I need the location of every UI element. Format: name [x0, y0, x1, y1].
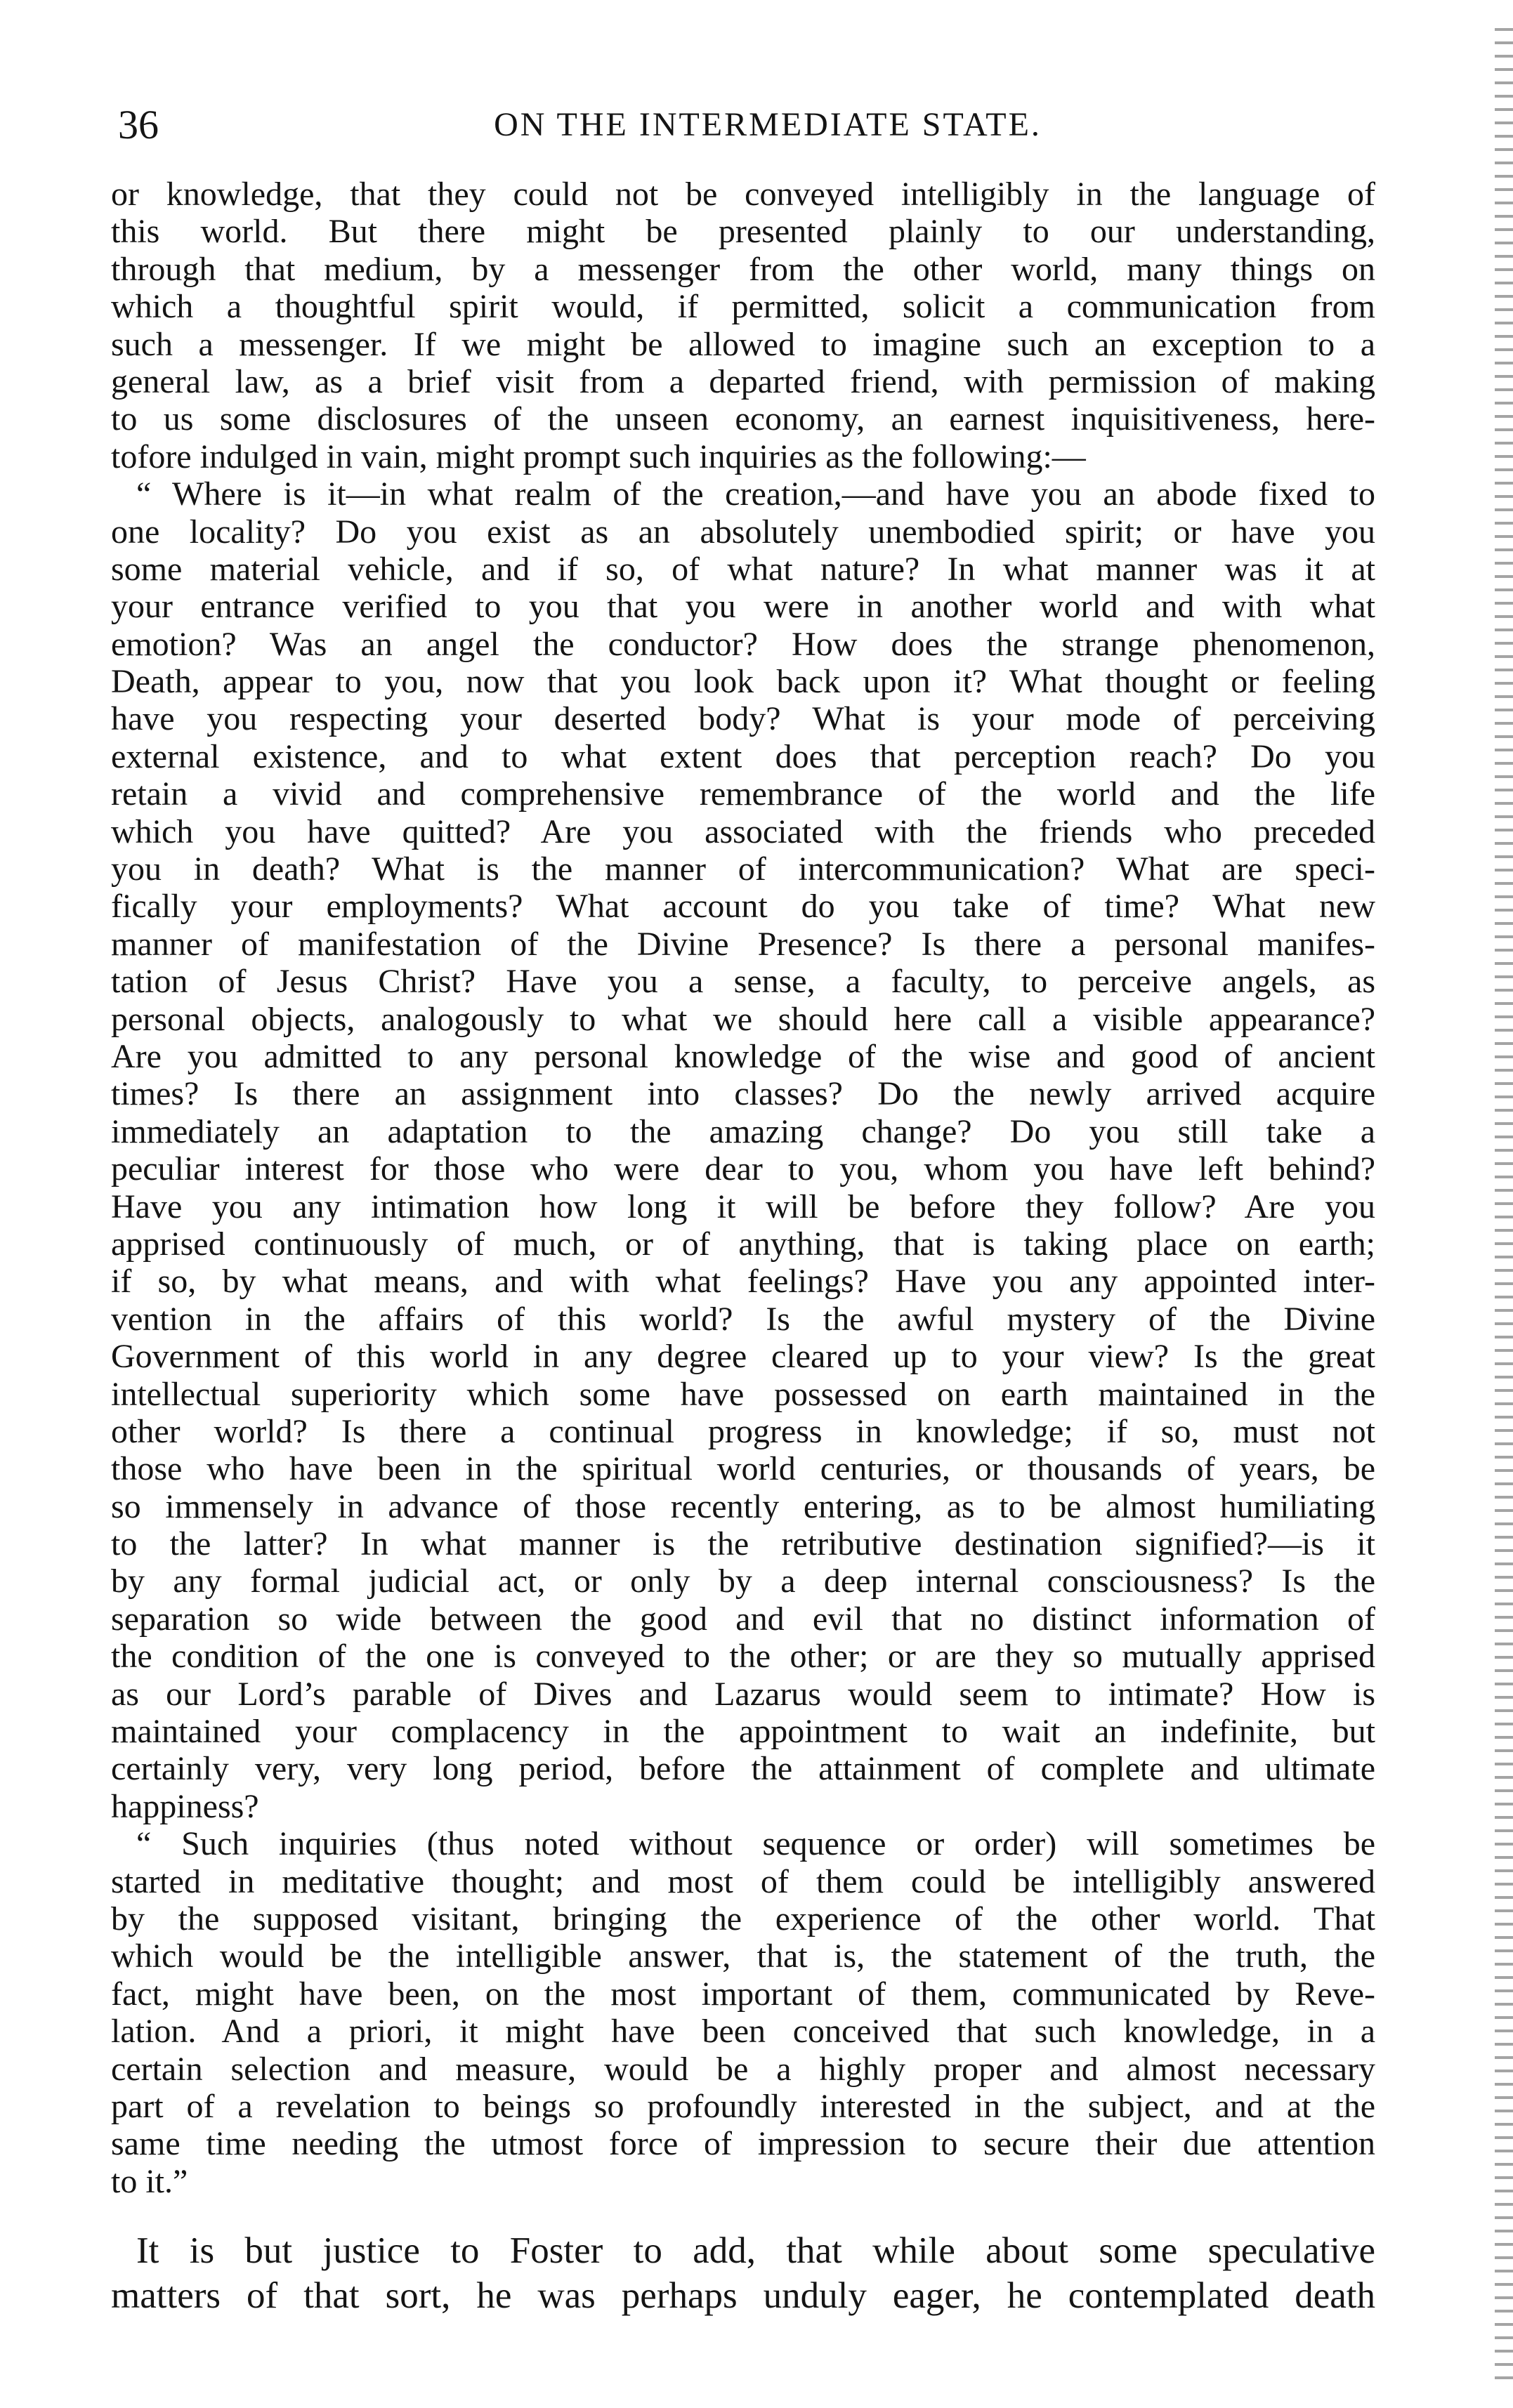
text-line: to the latter? In what manner is the retributive destination signified?—is it: [111, 1525, 1375, 1563]
text-line: to us some disclosures of the unseen economy, an earnest inquisitiveness, here-: [111, 400, 1375, 438]
text-line: through that medium, by a messenger from the other world, many things on: [111, 250, 1375, 288]
text-line: It is but justice to Foster to add, that while about some speculative: [136, 2230, 1375, 2272]
text-line: or knowledge, that they could not be conveyed intelligibly in the language of: [111, 176, 1375, 213]
text-line: separation so wide between the good and evil that no distinct information of: [111, 1600, 1375, 1638]
text-line: times? Is there an assignment into classes? Do the newly arrived acquire: [111, 1075, 1375, 1113]
text-line: fically your employments? What account do you take of time? What new: [111, 888, 1375, 926]
text-line: matters of that sort, he was perhaps unduly eager, he contemplated death: [111, 2275, 1375, 2317]
text-line: the condition of the one is conveyed to the other; or are they so mutually apprised: [111, 1638, 1375, 1676]
text-line: certainly very, very long period, before the attainment of complete and ultimate: [111, 1750, 1375, 1788]
text-line: Have you any intimation how long it will be before they follow? Are you: [111, 1187, 1375, 1225]
text-line: tofore indulged in vain, might prompt such inquiries as the following:—: [111, 437, 1086, 475]
text-line: peculiar interest for those who were dear to you, whom you have left behind?: [111, 1150, 1375, 1188]
text-line: same time needing the utmost force of impression to secure their due attention: [111, 2125, 1375, 2163]
text-line: Government of this world in any degree cleared up to your view? Is the great: [111, 1338, 1375, 1376]
text-line: maintained your complacency in the appointment to wait an indefinite, but: [111, 1713, 1375, 1751]
text-line: part of a revelation to beings so profoundly interested in the subject, and at the: [111, 2087, 1375, 2125]
text-line: vention in the affairs of this world? Is the awful mystery of the Divine: [111, 1300, 1375, 1338]
running-head: ON THE INTERMEDIATE STATE.: [494, 106, 1042, 143]
text-line: external existence, and to what extent does that perception reach? Do you: [111, 737, 1375, 775]
page-body: [111, 176, 1375, 2318]
text-line: which would be the intelligible answer, that is, the statement of the truth, the: [111, 1937, 1375, 1975]
text-line: as our Lord’s parable of Dives and Lazarus would seem to intimate? How is: [111, 1675, 1375, 1713]
text-line: general law, as a brief visit from a departed friend, with permission of making: [111, 362, 1375, 400]
text-line: this world. But there might be presented plainly to our understanding,: [111, 213, 1375, 251]
text-line: some material vehicle, and if so, of what nature? In what manner was it at: [111, 550, 1375, 588]
text-line: “ Where is it—in what realm of the creation,—and have you an abode fixed to: [136, 475, 1375, 513]
text-line: apprised continuously of much, or of anything, that is taking place on earth;: [111, 1225, 1375, 1263]
text-line: “ Such inquiries (thus noted without sequence or order) will sometimes be: [136, 1825, 1375, 1863]
text-line: other world? Is there a continual progress in knowledge; if so, must not: [111, 1412, 1375, 1450]
text-line: manner of manifestation of the Divine Presence? Is there a personal manifes-: [111, 925, 1375, 963]
text-line: tation of Jesus Christ? Have you a sense, a faculty, to perceive angels, as: [111, 963, 1375, 1001]
text-line: fact, might have been, on the most important of them, communicated by Reve-: [111, 1975, 1375, 2013]
text-line: immediately an adaptation to the amazing change? Do you still take a: [111, 1112, 1375, 1150]
text-line: if so, by what means, and with what feelings? Have you any appointed inter-: [111, 1263, 1375, 1301]
text-line: emotion? Was an angel the conductor? How does the strange phenomenon,: [111, 625, 1375, 663]
text-line: certain selection and measure, would be a highly proper and almost necessary: [111, 2050, 1375, 2088]
text-line: intellectual superiority which some have possessed on earth maintained in the: [111, 1375, 1375, 1413]
text-line: started in meditative thought; and most of them could be intelligibly answered: [111, 1862, 1375, 1900]
text-line: so immensely in advance of those recently entering, as to be almost humiliating: [111, 1487, 1375, 1525]
page-number: 36: [118, 102, 159, 147]
text-line: have you respecting your deserted body? What is your mode of perceiving: [111, 700, 1375, 738]
text-line: you in death? What is the manner of intercommunication? What are speci-: [111, 850, 1375, 888]
text-line: which you have quitted? Are you associated with the friends who preceded: [111, 812, 1375, 850]
text-line: by the supposed visitant, bringing the experience of the other world. That: [111, 1900, 1375, 1937]
text-line: happiness?: [111, 1787, 259, 1825]
text-line: Death, appear to you, now that you look back upon it? What thought or feeling: [111, 663, 1375, 701]
text-line: Are you admitted to any personal knowledge of the wise and good of ancient: [111, 1037, 1375, 1075]
text-line: which a thoughtful spirit would, if permitted, solicit a communication from: [111, 288, 1375, 326]
text-line: by any formal judicial act, or only by a deep internal consciousness? Is the: [111, 1562, 1375, 1600]
text-line: those who have been in the spiritual world centuries, or thousands of years, be: [111, 1450, 1375, 1488]
page-header: [118, 97, 1375, 153]
text-line: retain a vivid and comprehensive remembrance of the world and the life: [111, 775, 1375, 813]
text-line: such a messenger. If we might be allowed to imagine such an exception to a: [111, 325, 1375, 363]
text-line: lation. And a priori, it might have been conceived that such knowledge, in a: [111, 2013, 1375, 2051]
text-line: one locality? Do you exist as an absolutely unembodied spirit; or have you: [111, 513, 1375, 551]
scan-edge-strip: [1495, 28, 1513, 2388]
text-line: your entrance verified to you that you were in another world and with what: [111, 588, 1375, 626]
text-line: to it.”: [111, 2162, 188, 2200]
text-line: personal objects, analogously to what we should here call a visible appearance?: [111, 1000, 1375, 1038]
